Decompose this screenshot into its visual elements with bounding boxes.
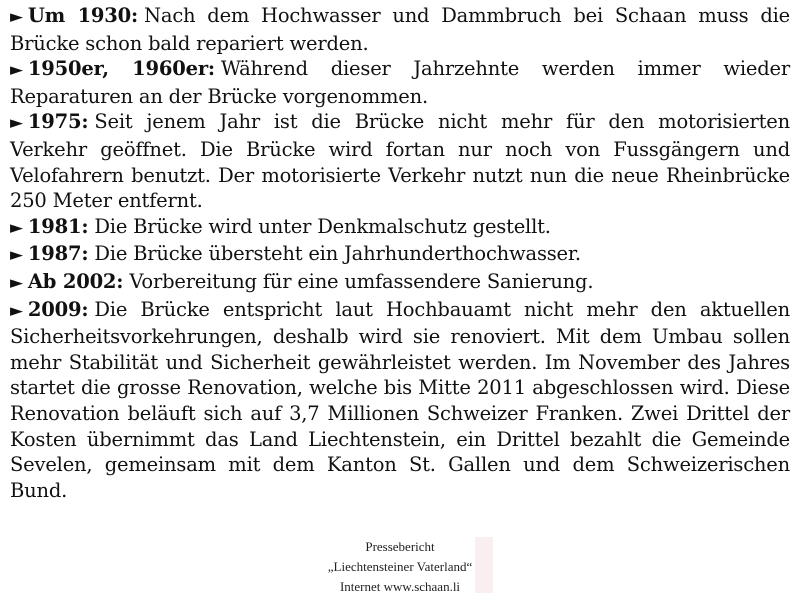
timeline-entry bbox=[10, 297, 790, 504]
timeline-entry bbox=[10, 241, 790, 269]
entry-text: Während dieser Jahrzehnte werden immer wieder Reparaturen an der Brücke vorgenommen. bbox=[10, 57, 791, 108]
source-label: Pressebericht bbox=[365, 539, 435, 554]
entry-text: Die Brücke übersteht ein Jahrhunderthochwasser. bbox=[94, 242, 581, 266]
entry-year: 1987: bbox=[27, 242, 89, 266]
entry-year: 1950er, 1960er: bbox=[27, 57, 215, 81]
timeline-entry bbox=[10, 269, 790, 297]
entry-text: Die Brücke wird unter Denkmalschutz gestellt. bbox=[94, 214, 551, 238]
timeline-entry bbox=[10, 109, 790, 213]
entry-year: Ab 2002: bbox=[27, 269, 124, 293]
source-website: Internet www.schaan.li bbox=[339, 579, 461, 594]
triangle-bullet-icon: ► bbox=[10, 60, 23, 81]
source-publication: „Liechtensteiner Vaterland“ bbox=[327, 559, 473, 574]
entry-text: Nach dem Hochwasser und Dammbruch bei Schaan muss die Brücke schon bald repariert werden. bbox=[10, 4, 790, 55]
triangle-bullet-icon: ► bbox=[10, 7, 23, 27]
triangle-bullet-icon: ► bbox=[10, 245, 23, 266]
entry-year: 1975: bbox=[27, 110, 89, 134]
triangle-bullet-icon: ► bbox=[10, 113, 23, 134]
triangle-bullet-icon: ► bbox=[10, 272, 23, 293]
entry-year: 2009: bbox=[27, 297, 89, 321]
entry-text: Vorbereitung für eine umfassendere Sanierung. bbox=[129, 269, 594, 293]
entry-text: Seit jenem Jahr ist die Brücke nicht mehr für den motorisierten Verkehr geöffnet. Die Brücke wird fortan nur noch von Fussgängern und Velofahrern benutzt. Der motorisierte Verkehr nutzt nun die neue Rheinbrücke 250 Meter entfernt. bbox=[10, 110, 790, 213]
entry-year: 1981: bbox=[27, 214, 89, 238]
timeline-entry bbox=[10, 3, 790, 56]
triangle-bullet-icon: ► bbox=[10, 300, 23, 321]
source-note bbox=[300, 537, 500, 597]
timeline-entry bbox=[10, 214, 790, 242]
timeline-entry bbox=[10, 56, 790, 109]
triangle-bullet-icon: ► bbox=[10, 217, 23, 238]
entry-year: Um 1930: bbox=[27, 4, 139, 27]
entry-text: Die Brücke entspricht laut Hochbauamt nicht mehr den aktuellen Sicherheitsvorkehrungen, deshalb wird sie renoviert. Mit dem Umbau sollen mehr Stabilität und Sicherheit gewährleistet werden. Im November des Jahres startet die grosse Renovation, welche bis Mitte 2011 abgeschlossen wird. Diese Renovation beläuft sich auf 3,7 Millionen Schweizer Franken. Zwei Drittel der Kosten übernimmt das Land Liechtenstein, ein Drittel bezahlt die Gemeinde Sevelen, gemeinsam mit dem Kanton St. Gallen und dem Schweizerischen Bund. bbox=[10, 297, 790, 502]
timeline-list bbox=[10, 3, 790, 503]
